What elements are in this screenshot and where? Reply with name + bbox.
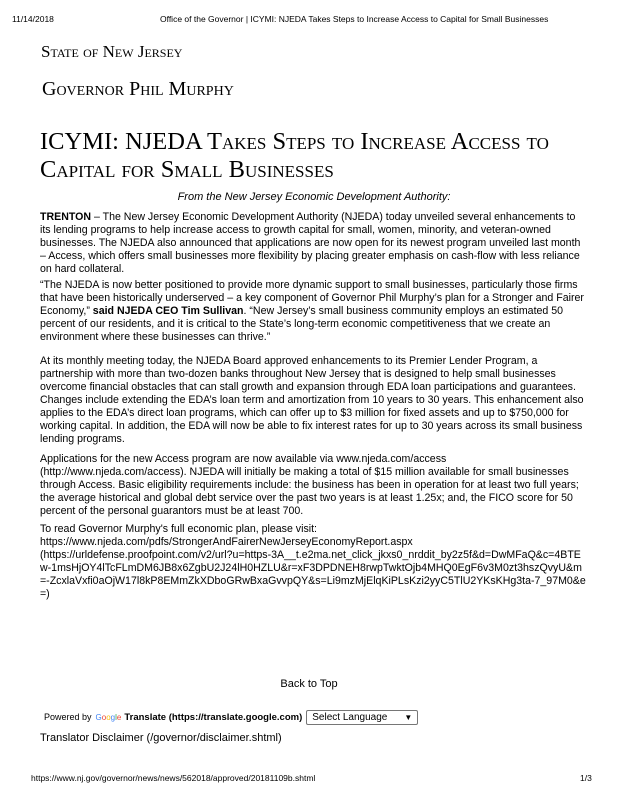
google-logo-text <box>96 713 122 722</box>
print-page-number: 1/3 <box>580 773 592 783</box>
language-select-value: Select Language <box>312 711 388 723</box>
paragraph-2 <box>40 279 588 344</box>
google-logo <box>96 713 122 722</box>
article-title: ICYMI: NJEDA Takes Steps to Increase Access to Capital for Small Businesses <box>40 128 549 183</box>
dropdown-arrow-icon: ▼ <box>404 712 413 722</box>
article-intro: From the New Jersey Economic Development Authority: <box>177 191 451 203</box>
print-url: https://www.nj.gov/governor/news/news/562018/approved/20181109b.shtml <box>31 773 316 783</box>
quote-part-2: . “New Jersey’s small business community employs an estimated 50 percent of our residents, and it is critical to the State’s long-term economic competitiveness that we create an environment where these businesses can thrive.” <box>40 305 564 343</box>
quote-attribution: said NJEDA CEO Tim Sullivan <box>89 305 244 317</box>
language-select[interactable] <box>306 710 418 725</box>
economic-plan-proofpoint-link[interactable]: (https://urldefense.proofpoint.com/v2/url?u=https-3A__t.e2ma.net_click_jkxs0_nrddit_by2z5f&d=DwMFaQ&c=4BTEw-1msHjOY4lTcFLmDM6JB8x6ZgbU2J24lH0HZLU&r=xF3DPDNEH8rwpTwktOjb4MHQ0EgF6v3M0zt3hszQvyU&m=-ZcxlaVxfi0aOjW17l8kP8EMmZkXDboGRwBxaGvvpQY&s=Li9mzMjElqKiPLsKzi2yyC5TlU2YKsKHg3ta-7_97M0&e=) <box>40 549 586 600</box>
economic-plan-intro: To read Governor Murphy's full economic plan, please visit: <box>40 523 317 535</box>
paragraph-1-text: – The New Jersey Economic Development Authority (NJEDA) today unveiled several enhancements to its lending programs to help increase access to growth capital for small, women, minority, and veteran-owned businesses. The NJEDA also announced that applications are now open for its newest program unveiled last month – Access, which offers small businesses more flexibility by placing greater emphasis on cash-flow with less reliance on hard collateral. <box>40 211 581 275</box>
print-date: 11/14/2018 <box>12 14 54 24</box>
google-logo-letter: o <box>106 712 111 722</box>
quote-part-1: “The NJEDA is now better positioned to provide more dynamic support to small businesses, particularly those firms that have been historically underserved – a key component of Governor Phil Murphy’s plan for a Stronger and Fairer Economy,” <box>40 279 584 317</box>
paragraph-5 <box>40 523 588 601</box>
paragraph-4-text: Applications for the new Access program are now available via www.njeda.com/access (http://www.njeda.com/access). NJEDA will initially be making a total of $15 million available for small businesses through Access. Basic eligibility requirements include: the business has been in operation for at least two full years; the average historical and global debt service over the past two years is at least 1.25x; and, the FICO score for 50 percent of the personal guarantors must be at least 700. <box>40 453 579 517</box>
paragraph-1 <box>40 211 588 276</box>
back-to-top-link[interactable]: Back to Top <box>280 678 338 690</box>
governor-phil-murphy-link[interactable]: Governor Phil Murphy <box>42 78 234 100</box>
paragraph-3-text: At its monthly meeting today, the NJEDA Board approved enhancements to its Premier Lender Program, a partnership with more than two-dozen banks throughout New Jersey that is designed to help small businesses overcome financial obstacles that can stall growth and expansion through EDA loan participations and guarantees. Changes include extending the EDA’s loan term and amortization from 10 years to 30 years. This enhancement also applies to the EDA’s direct loan programs, which can offer up to $3 million for fixed assets and up to $750,000 for working capital. In addition, the EDA will now be able to fix interest rates for up to 30 years across its small business lending programs. <box>40 355 584 445</box>
google-translate-widget <box>44 708 418 726</box>
google-logo-letter: o <box>101 712 107 722</box>
google-logo-letter: G <box>95 712 102 722</box>
dateline: TRENTON <box>40 211 92 223</box>
google-logo-letter: g <box>110 712 116 722</box>
translator-disclaimer-link[interactable]: Translator Disclaimer (/governor/disclaimer.shtml) <box>40 732 282 744</box>
state-of-new-jersey-link[interactable]: State of New Jersey <box>41 42 183 61</box>
print-page-title: Office of the Governor | ICYMI: NJEDA Takes Steps to Increase Access to Capital for Small Businesses <box>160 14 549 24</box>
google-logo-letter: l <box>115 712 117 722</box>
paragraph-4 <box>40 453 588 518</box>
powered-by-label: Powered by <box>44 712 92 722</box>
google-logo-letter: e <box>116 712 122 722</box>
translate-link[interactable]: Translate (https://translate.google.com) <box>124 711 303 723</box>
paragraph-3 <box>40 355 588 446</box>
economic-plan-url[interactable]: https://www.njeda.com/pdfs/StrongerAndFairerNewJerseyEconomyReport.aspx <box>40 536 413 548</box>
